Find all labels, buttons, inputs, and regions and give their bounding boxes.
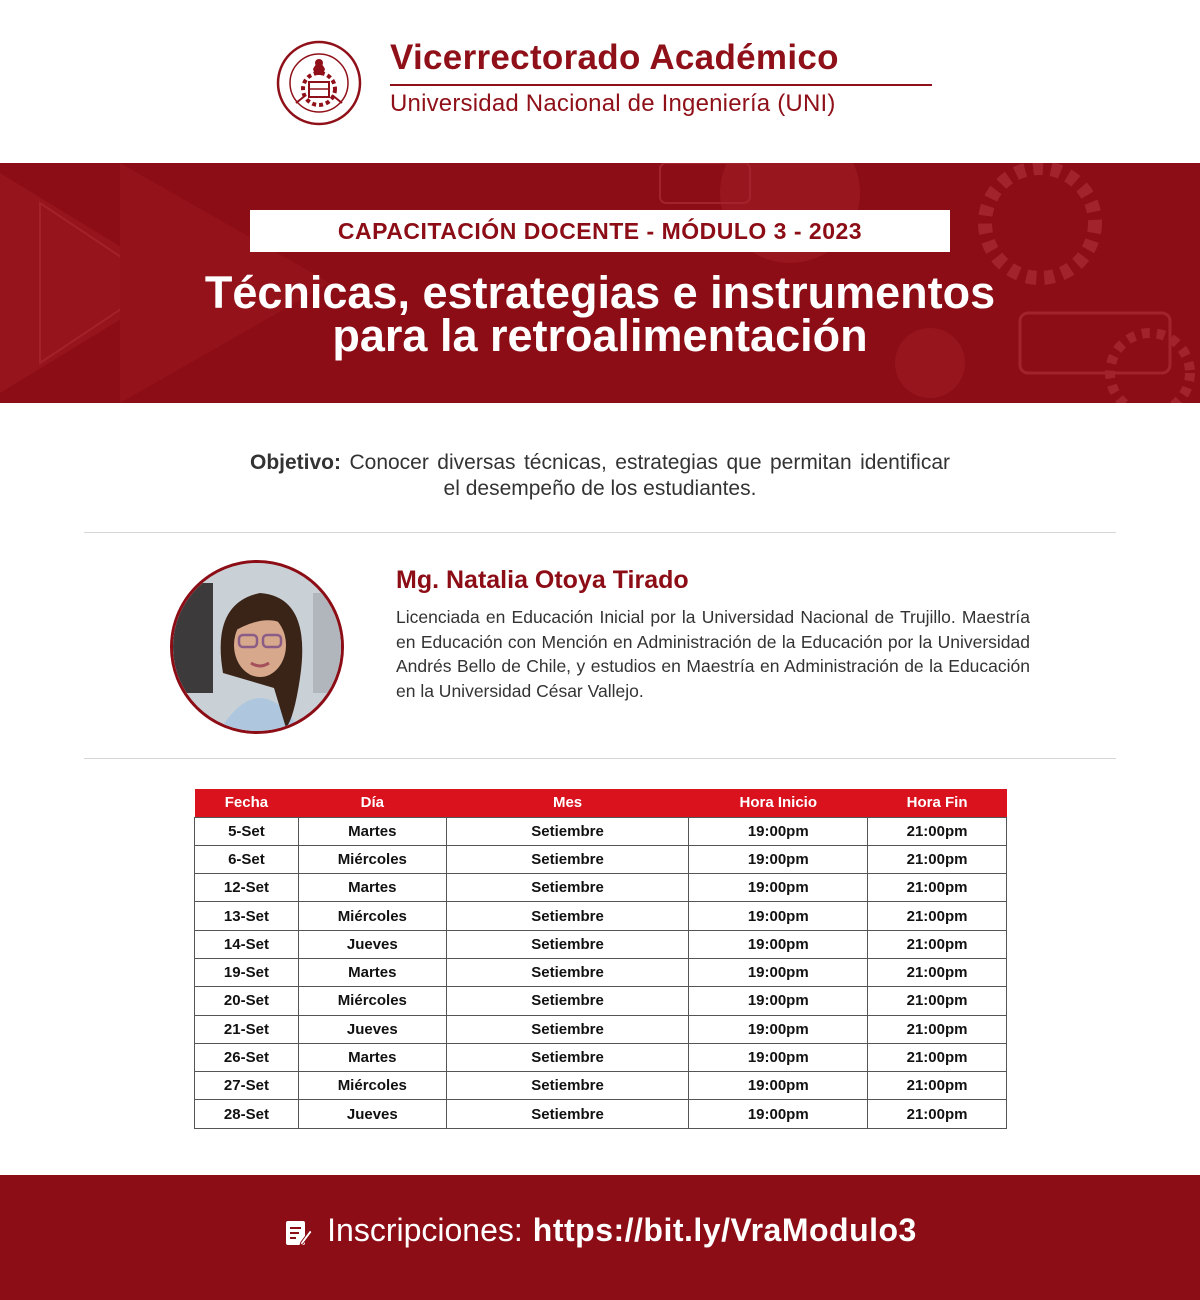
day-cell: Martes [298,958,446,986]
start-time-cell: 19:00pm [689,902,868,930]
module-label: CAPACITACIÓN DOCENTE - MÓDULO 3 - 2023 [337,217,863,244]
org-subtitle: Universidad Nacional de Ingeniería (UNI) [390,90,836,117]
university-seal-logo [276,25,362,142]
registration-label: Inscripciones: [327,1211,523,1248]
column-header: Hora Inicio [689,789,868,817]
table-row [195,987,1007,1015]
date-cell: 26-Set [195,1043,299,1071]
column-header: Día [298,789,446,817]
end-time-cell: 21:00pm [868,817,1007,845]
start-time-cell: 19:00pm [689,1043,868,1071]
start-time-cell: 19:00pm [689,845,868,873]
table-row [195,902,1007,930]
speaker-photo [170,560,344,734]
course-title-line2: para la retroalimentación [332,310,868,361]
table-row [195,874,1007,902]
end-time-cell: 21:00pm [868,930,1007,958]
column-header: Fecha [195,789,299,817]
objective-text: Conocer diversas técnicas, estrategias que permitan identificar el desempeño de los estudiantes. [341,451,950,500]
day-cell: Miércoles [298,845,446,873]
registration-link[interactable]: https://bit.ly/VraModulo3 [532,1211,917,1248]
month-cell: Setiembre [446,845,689,873]
month-cell: Setiembre [446,1015,689,1043]
table-row [195,1015,1007,1043]
end-time-cell: 21:00pm [868,1015,1007,1043]
month-cell: Setiembre [446,987,689,1015]
start-time-cell: 19:00pm [689,874,868,902]
table-row [195,1072,1007,1100]
speaker-bio: Licenciada en Educación Inicial por la Universidad Nacional de Trujillo. Maestría en Educación con Mención en Administración de la Educación por la Universidad Andrés Bello de Chile, y estudios en Maestría en Administración de la Educación en la Universidad César Vallejo. [396,607,1030,701]
start-time-cell: 19:00pm [689,987,868,1015]
month-cell: Setiembre [446,902,689,930]
start-time-cell: 19:00pm [689,1072,868,1100]
day-cell: Jueves [298,1015,446,1043]
date-cell: 27-Set [195,1072,299,1100]
table-row [195,958,1007,986]
speaker-name: Mg. Natalia Otoya Tirado [396,566,689,594]
date-cell: 28-Set [195,1100,299,1128]
hero-banner [0,163,1200,403]
end-time-cell: 21:00pm [868,987,1007,1015]
end-time-cell: 21:00pm [868,874,1007,902]
month-cell: Setiembre [446,958,689,986]
date-cell: 20-Set [195,987,299,1015]
objective-paragraph [250,450,950,502]
registration-bar [0,1175,1200,1285]
month-cell: Setiembre [446,874,689,902]
date-cell: 21-Set [195,1015,299,1043]
date-cell: 14-Set [195,930,299,958]
course-title [0,267,1200,361]
end-time-cell: 21:00pm [868,902,1007,930]
month-cell: Setiembre [446,1100,689,1128]
month-cell: Setiembre [446,1043,689,1071]
month-cell: Setiembre [446,1072,689,1100]
table-row [195,1100,1007,1128]
end-time-cell: 21:00pm [868,1043,1007,1071]
section-divider [84,758,1116,759]
day-cell: Jueves [298,930,446,958]
date-cell: 6-Set [195,845,299,873]
start-time-cell: 19:00pm [689,1015,868,1043]
signup-form-icon [283,1218,313,1248]
footer [0,1175,1200,1300]
table-row [195,845,1007,873]
table-header-row [195,789,1007,817]
day-cell: Jueves [298,1100,446,1128]
start-time-cell: 19:00pm [689,958,868,986]
start-time-cell: 19:00pm [689,817,868,845]
end-time-cell: 21:00pm [868,958,1007,986]
schedule-table-body [195,817,1007,1128]
month-cell: Setiembre [446,930,689,958]
table-row [195,817,1007,845]
date-cell: 13-Set [195,902,299,930]
title-divider [390,84,932,86]
day-cell: Martes [298,874,446,902]
end-time-cell: 21:00pm [868,845,1007,873]
day-cell: Martes [298,817,446,845]
date-cell: 12-Set [195,874,299,902]
date-cell: 19-Set [195,958,299,986]
module-label-box [250,210,950,252]
column-header: Hora Fin [868,789,1007,817]
speaker-portrait-illustration [173,563,344,734]
org-title: Vicerrectorado Académico [390,38,839,77]
column-header: Mes [446,789,689,817]
end-time-cell: 21:00pm [868,1072,1007,1100]
objective-label: Objetivo: [250,451,342,474]
start-time-cell: 19:00pm [689,1100,868,1128]
day-cell: Miércoles [298,902,446,930]
header [0,0,1200,163]
day-cell: Miércoles [298,1072,446,1100]
date-cell: 5-Set [195,817,299,845]
course-title-line1: Técnicas, estrategias e instrumentos [204,267,996,318]
schedule-table [194,789,1007,1129]
end-time-cell: 21:00pm [868,1100,1007,1128]
month-cell: Setiembre [446,817,689,845]
section-divider [84,532,1116,533]
start-time-cell: 19:00pm [689,930,868,958]
table-row [195,930,1007,958]
day-cell: Martes [298,1043,446,1071]
day-cell: Miércoles [298,987,446,1015]
table-row [195,1043,1007,1071]
